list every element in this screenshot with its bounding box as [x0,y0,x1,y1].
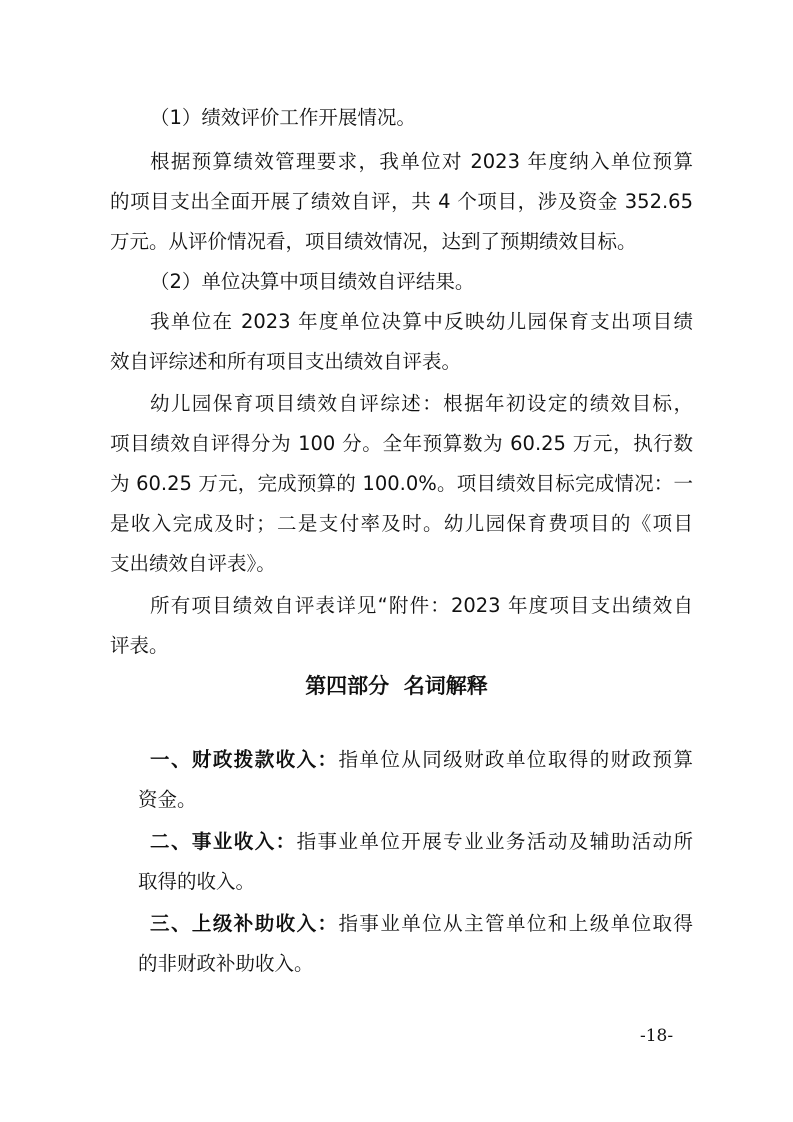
definition-2-term: 二、事业收入： [150,830,297,853]
item-2-title: （2）单位决算中项目绩效自评结果。 [150,270,475,293]
paragraph-3-line-5: 支出绩效自评表》。 [110,552,276,575]
paragraph-3-line-2: 项目绩效自评得分为 100 分。全年预算数为 60.25 万元，执行数 [110,432,693,455]
definition-1 [150,750,693,770]
paragraph-3-line-3: 为 60.25 万元，完成预算的 100.0%。项目绩效目标完成情况：一 [110,472,693,495]
paragraph-2-line-1: 我单位在 2023 年度单位决算中反映幼儿园保育支出项目绩 [150,310,693,333]
paragraph-2-line-2: 效自评综述和所有项目支出绩效自评表。 [110,350,462,373]
definition-3-continued: 的非财政补助收入。 [138,952,314,975]
definition-2 [150,832,693,852]
paragraph-1-line-1: 根据预算绩效管理要求，我单位对 2023 年度纳入单位预算 [150,150,693,173]
definition-3-term: 三、上级补助收入： [150,912,339,935]
definition-1-text: 指单位从同级财政单位取得的财政预算 [338,748,693,771]
paragraph-4-line-2: 评表。 [110,634,169,657]
section-heading: 第四部分 名词解释 [305,674,488,698]
definition-2-continued: 取得的收入。 [138,870,256,893]
definition-3 [150,914,693,934]
definition-2-text: 指事业单位开展专业业务活动及辅助活动所 [296,830,693,853]
paragraph-1-line-3: 万元。从评价情况看，项目绩效情况，达到了预期绩效目标。 [110,230,637,253]
page-number: -18- [640,1026,674,1046]
paragraph-4-line-1: 所有项目绩效自评表详见“附件：2023 年度项目支出绩效自 [150,594,693,617]
paragraph-1-line-2: 的项目支出全面开展了绩效自评，共 4 个项目，涉及资金 352.65 [110,190,693,213]
paragraph-3-line-1: 幼儿园保育项目绩效自评综述：根据年初设定的绩效目标， [150,392,693,415]
definition-1-continued: 资金。 [138,788,197,811]
item-1-title: （1）绩效评价工作开展情况。 [150,106,416,129]
paragraph-3-line-4: 是收入完成及时；二是支付率及时。幼儿园保育费项目的《项目 [110,512,693,535]
definition-3-text: 指事业单位从主管单位和上级单位取得 [338,912,693,935]
definition-1-term: 一、财政拨款收入： [150,748,339,771]
